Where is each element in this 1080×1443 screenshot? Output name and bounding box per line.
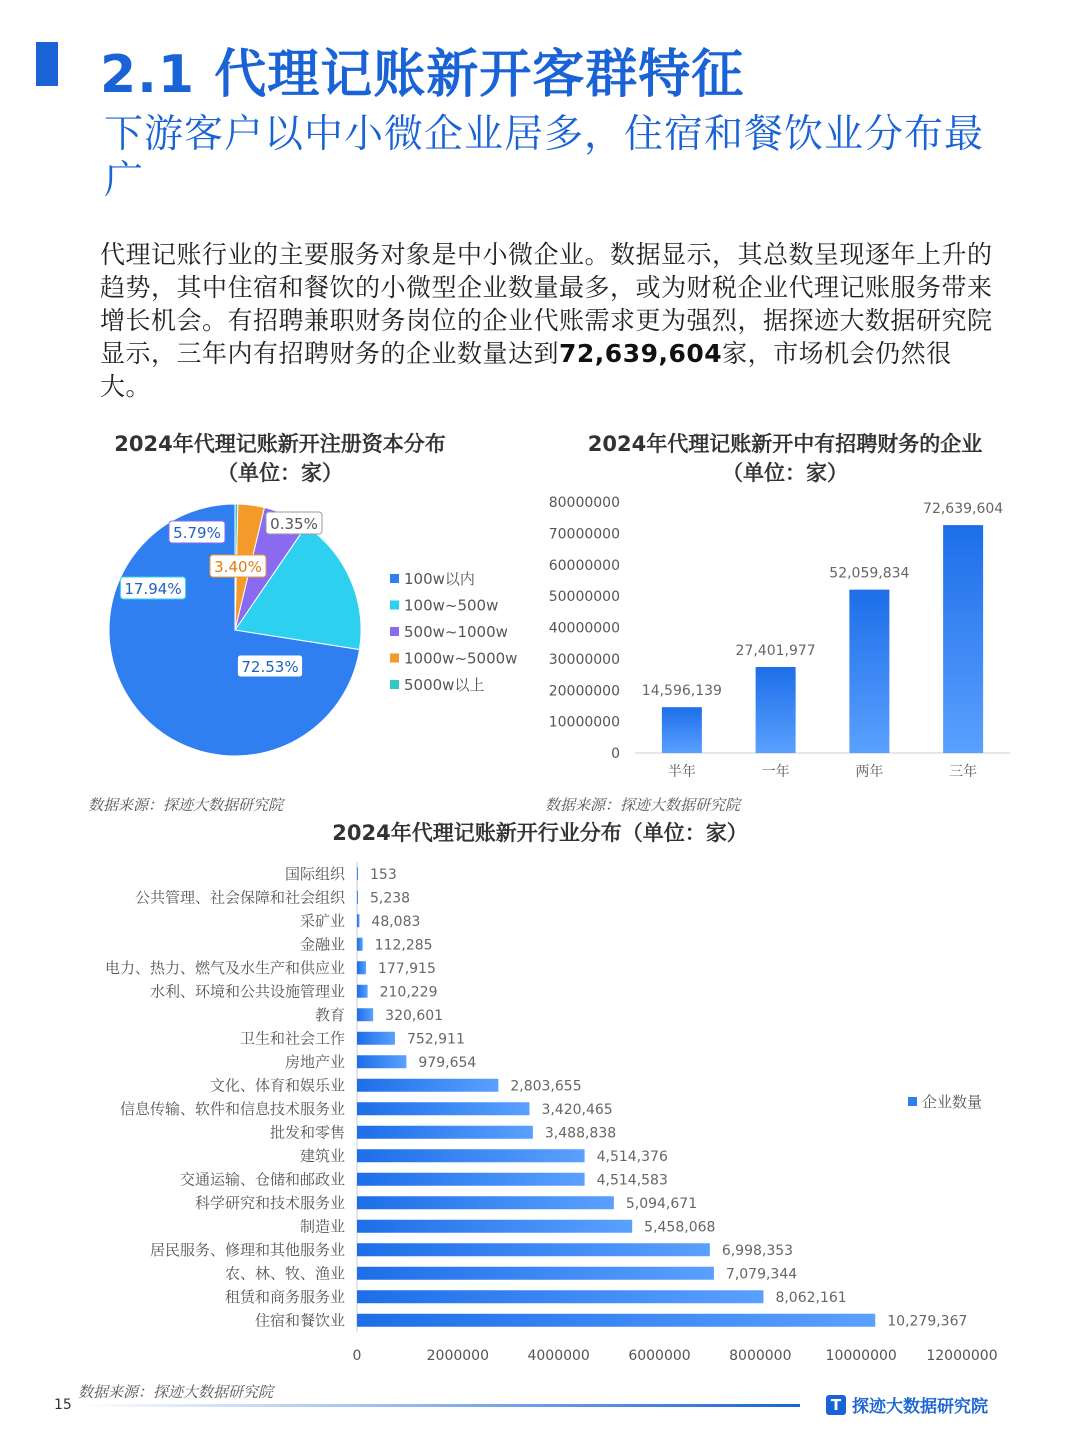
intro-highlight-number: 72,639,604 [559, 339, 723, 368]
category-label: 建筑业 [299, 1146, 345, 1165]
pie-chart-title [100, 430, 460, 488]
bar [357, 1126, 533, 1139]
category-label: 制造业 [299, 1217, 345, 1236]
legend-swatch [390, 680, 399, 689]
category-label: 居民服务、修理和其他服务业 [149, 1240, 345, 1259]
title-accent-bar [36, 42, 58, 86]
bar-data-label: 72,639,604 [923, 501, 1004, 518]
legend-label: 5000w以上 [404, 676, 485, 694]
category-label: 文化、体育和娱乐业 [209, 1076, 345, 1095]
x-tick-label: 0 [352, 1348, 362, 1364]
pie-data-label: 5.79% [173, 524, 221, 542]
bar-data-label: 4,514,583 [596, 1172, 668, 1189]
bar [357, 1079, 498, 1092]
category-label: 住宿和餐饮业 [254, 1311, 345, 1330]
bar-data-label: 153 [370, 866, 397, 883]
pie-chart-title-line1: 2024年代理记账新开注册资本分布 [114, 432, 446, 456]
bar-data-label: 752,911 [406, 1031, 465, 1048]
bar-data-label: 7,079,344 [725, 1266, 798, 1283]
bar-data-label: 8,062,161 [775, 1289, 847, 1306]
bar-data-label: 14,596,139 [641, 683, 722, 700]
bar [357, 1290, 763, 1303]
bar-chart [540, 490, 1020, 790]
legend-label: 100w以内 [404, 570, 475, 588]
legend-swatch [390, 574, 399, 583]
legend-swatch [390, 627, 399, 636]
bar-data-label: 48,083 [371, 913, 421, 930]
bar [662, 707, 702, 753]
pie-chart [90, 490, 540, 770]
bar [357, 1032, 395, 1045]
bar-data-label: 3,420,465 [541, 1101, 613, 1118]
bar [357, 938, 363, 951]
y-tick-label: 40000000 [548, 620, 620, 637]
y-tick-label: 70000000 [548, 526, 620, 543]
hbar-chart [60, 858, 1060, 1373]
bar [357, 1220, 632, 1233]
bar [357, 867, 358, 880]
x-tick-label: 一年 [761, 764, 790, 780]
bar [357, 1314, 875, 1327]
footer-divider [80, 1404, 800, 1407]
y-tick-label: 80000000 [548, 495, 620, 511]
bar [357, 1173, 585, 1186]
bar-data-label: 6,998,353 [721, 1242, 794, 1259]
category-label: 电力、热力、燃气及水生产和供应业 [104, 958, 345, 977]
bar-data-label: 4,514,376 [596, 1148, 668, 1165]
legend-label: 企业数量 [922, 1093, 983, 1111]
y-tick-label: 0 [611, 746, 620, 762]
bar [943, 525, 983, 753]
bar [357, 1196, 614, 1209]
category-label: 卫生和社会工作 [239, 1029, 345, 1048]
pie-data-label: 17.94% [124, 580, 182, 598]
pie-data-label: 0.35% [270, 515, 318, 533]
hbar-chart-source: 数据来源：探迹大数据研究院 [78, 1383, 274, 1401]
legend-swatch [390, 654, 399, 663]
bar-data-label: 27,401,977 [735, 643, 816, 660]
bar-data-label: 5,458,068 [644, 1219, 716, 1236]
y-tick-label: 20000000 [548, 683, 620, 700]
category-label: 金融业 [299, 935, 345, 954]
bar-data-label: 3,488,838 [544, 1125, 617, 1142]
x-tick-label: 4000000 [527, 1348, 590, 1364]
x-tick-label: 12000000 [926, 1348, 998, 1364]
bar-chart-source: 数据来源：探迹大数据研究院 [545, 796, 741, 814]
bar-data-label: 5,238 [370, 890, 411, 907]
category-label: 租赁和商务服务业 [224, 1287, 345, 1306]
legend-label: 100w~500w [404, 596, 499, 615]
bar-data-label: 979,654 [418, 1054, 477, 1071]
page-title: 2.1 代理记账新开客群特征 [100, 45, 745, 105]
footer-brand [826, 1392, 988, 1417]
category-label: 农、林、牧、渔业 [224, 1264, 345, 1283]
bar [357, 1267, 714, 1280]
category-label: 国际组织 [284, 864, 345, 883]
bar [849, 590, 889, 753]
bar-data-label: 112,285 [374, 937, 433, 954]
intro-text-after: 家，市场机会仍然很大。 [100, 339, 952, 401]
x-tick-label: 三年 [949, 764, 978, 780]
x-tick-label: 两年 [855, 764, 884, 780]
bar-data-label: 2,803,655 [510, 1078, 582, 1095]
brand-logo-icon: T [826, 1395, 846, 1415]
bar [357, 1243, 710, 1256]
category-label: 批发和零售 [269, 1123, 345, 1142]
x-tick-label: 10000000 [825, 1348, 897, 1364]
intro-text-before: 代理记账行业的主要服务对象是中小微企业。数据显示，其总数呈现逐年上升的趋势，其中住宿和餐饮的小微型企业数量最多，或为财税企业代理记账服务带来增长机会。有招聘兼职财务岗位的企业代账需求更为强烈，据探迹大数据研究院显示，三年内有招聘财务的企业数量达到 [100, 240, 993, 368]
y-tick-label: 60000000 [548, 557, 620, 574]
category-label: 交通运输、仓储和邮政业 [179, 1170, 345, 1189]
intro-paragraph [100, 238, 1000, 403]
category-label: 信息传输、软件和信息技术服务业 [119, 1099, 345, 1118]
bar [756, 667, 796, 753]
pie-data-label: 3.40% [214, 558, 262, 576]
bar-chart-title [560, 430, 1010, 488]
y-tick-label: 50000000 [548, 589, 620, 606]
category-label: 科学研究和技术服务业 [194, 1193, 345, 1212]
page-number: 15 [54, 1397, 72, 1413]
bar-data-label: 210,229 [379, 984, 438, 1001]
legend-label: 1000w~5000w [404, 649, 518, 668]
bar [357, 891, 358, 904]
bar-data-label: 10,279,367 [887, 1313, 968, 1330]
bar-chart-title-line2: （单位：家） [722, 461, 848, 485]
x-tick-label: 6000000 [628, 1348, 691, 1364]
bar [357, 1055, 406, 1068]
category-label: 采矿业 [299, 911, 345, 930]
category-label: 水利、环境和公共设施管理业 [149, 982, 345, 1001]
pie-data-label: 72.53% [241, 658, 299, 676]
bar [357, 961, 366, 974]
category-label: 教育 [314, 1005, 345, 1024]
brand-name: 探迹大数据研究院 [852, 1397, 988, 1417]
bar-data-label: 177,915 [377, 960, 436, 977]
bar [357, 1008, 373, 1021]
x-tick-label: 2000000 [426, 1348, 490, 1364]
legend-swatch [908, 1097, 917, 1106]
y-tick-label: 10000000 [548, 714, 620, 731]
x-tick-label: 8000000 [729, 1348, 792, 1364]
bar [357, 985, 368, 998]
bar-chart-title-line1: 2024年代理记账新开中有招聘财务的企业 [587, 432, 983, 456]
bar-data-label: 52,059,834 [829, 565, 910, 582]
category-label: 房地产业 [284, 1052, 345, 1071]
x-tick-label: 半年 [667, 764, 696, 780]
pie-chart-source: 数据来源：探迹大数据研究院 [88, 796, 284, 814]
bar [357, 1102, 529, 1115]
category-label: 公共管理、社会保障和社会组织 [134, 888, 345, 907]
bar-data-label: 5,094,671 [625, 1195, 698, 1212]
pie-chart-title-line2: （单位：家） [217, 461, 343, 485]
legend-swatch [390, 601, 399, 610]
bar [357, 914, 359, 927]
bar [357, 1149, 585, 1162]
hbar-chart-title: 2024年代理记账新开行业分布（单位：家） [332, 821, 748, 845]
y-tick-label: 30000000 [548, 651, 620, 668]
legend-label: 500w~1000w [404, 623, 508, 641]
page-subtitle: 下游客户以中小微企业居多，住宿和餐饮业分布最广 [104, 112, 985, 203]
bar-data-label: 320,601 [385, 1007, 444, 1024]
